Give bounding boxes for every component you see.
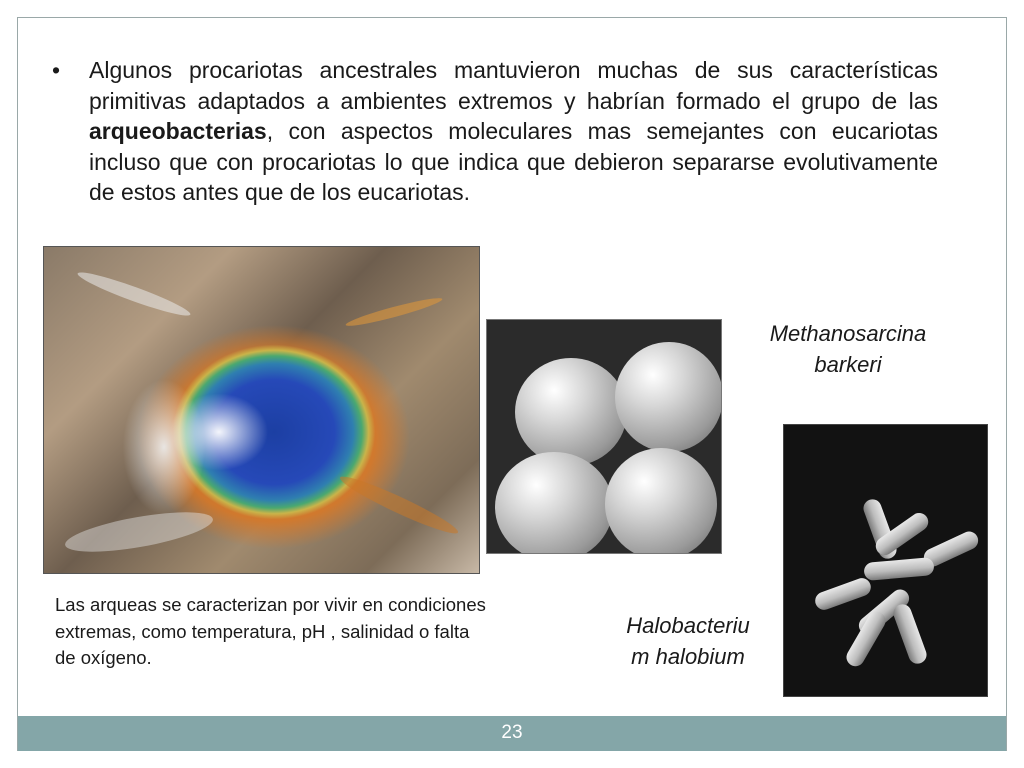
hot-spring-photo xyxy=(43,246,480,574)
bullet-icon: • xyxy=(52,57,61,83)
cell-shape xyxy=(495,452,613,554)
photo-caption: Las arqueas se caracterizan por vivir en condiciones extremas, como temperatura, pH , salinidad o falta de oxígeno. xyxy=(55,594,486,668)
photo-detail xyxy=(344,294,443,330)
species-label-line: m halobium xyxy=(631,644,745,669)
bullet-text xyxy=(89,55,938,208)
rod-shape xyxy=(813,576,874,613)
methanosarcina-micrograph xyxy=(486,319,722,554)
species-label-halobacterium xyxy=(600,610,776,672)
species-label-line: Methanosarcina xyxy=(769,321,927,346)
species-label-methanosarcina xyxy=(740,318,956,380)
page-number: 23 xyxy=(501,722,523,743)
bullet-paragraph xyxy=(52,55,938,208)
rod-shape xyxy=(863,557,934,581)
bullet-text-start: Algunos procariotas ancestrales mantuvieron muchas de sus características primitivas adaptados a ambientes extremos y habrían formado el grupo de las xyxy=(89,57,938,114)
species-label-line: barkeri xyxy=(814,352,882,377)
cell-shape xyxy=(615,342,722,452)
bullet-text-end: , con aspectos moleculares mas semejantes con eucariotas incluso que con procariotas lo que indica que debieron separarse evolutivamente de estos antes que de los eucariotas. xyxy=(89,118,938,205)
footer-bar xyxy=(18,716,1006,751)
photo-detail xyxy=(337,470,462,539)
photo-detail xyxy=(75,267,193,321)
species-label-line: Halobacteriu xyxy=(626,613,750,638)
rod-shape xyxy=(891,602,929,666)
cell-shape xyxy=(605,448,717,554)
bullet-text-bold: arqueobacterias xyxy=(89,118,267,144)
halobacterium-micrograph xyxy=(783,424,988,697)
cell-shape xyxy=(515,358,627,466)
photo-detail xyxy=(63,504,216,560)
